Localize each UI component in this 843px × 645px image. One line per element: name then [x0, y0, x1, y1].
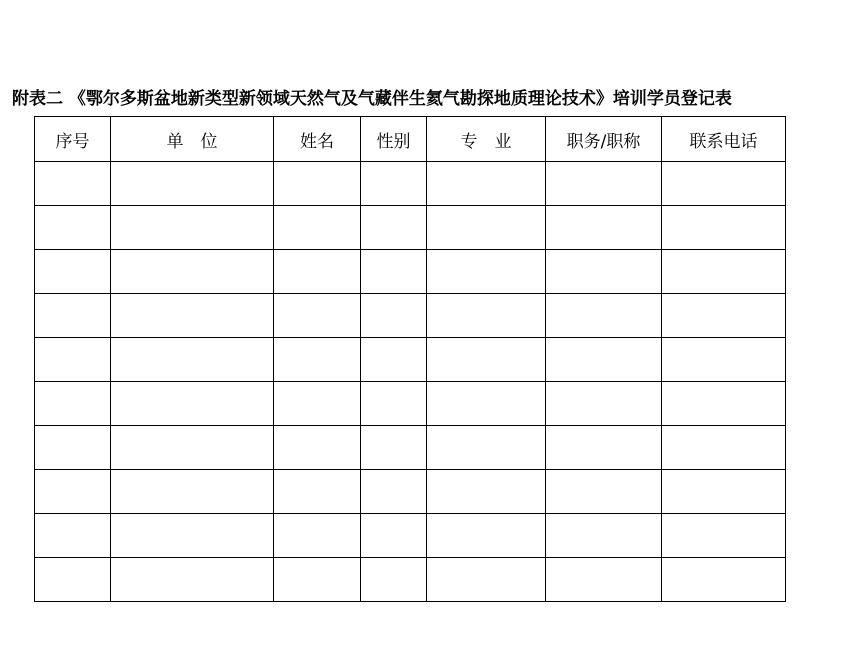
- cell-serial-number[interactable]: [35, 514, 111, 558]
- cell-major[interactable]: [427, 470, 546, 514]
- table-body: [35, 162, 786, 602]
- cell-position-title[interactable]: [546, 558, 662, 602]
- cell-phone[interactable]: [662, 250, 786, 294]
- cell-position-title[interactable]: [546, 250, 662, 294]
- cell-phone[interactable]: [662, 382, 786, 426]
- table-row: [35, 162, 786, 206]
- cell-name[interactable]: [274, 558, 361, 602]
- cell-gender[interactable]: [361, 558, 427, 602]
- cell-organization[interactable]: [111, 558, 274, 602]
- cell-name[interactable]: [274, 514, 361, 558]
- cell-phone[interactable]: [662, 162, 786, 206]
- cell-gender[interactable]: [361, 338, 427, 382]
- table-row: [35, 338, 786, 382]
- cell-serial-number[interactable]: [35, 382, 111, 426]
- cell-organization[interactable]: [111, 250, 274, 294]
- table-row: [35, 514, 786, 558]
- cell-organization[interactable]: [111, 162, 274, 206]
- cell-name[interactable]: [274, 382, 361, 426]
- cell-major[interactable]: [427, 338, 546, 382]
- cell-serial-number[interactable]: [35, 294, 111, 338]
- cell-major[interactable]: [427, 294, 546, 338]
- table-row: [35, 470, 786, 514]
- table-row: [35, 426, 786, 470]
- registration-table: [34, 116, 786, 602]
- cell-organization[interactable]: [111, 294, 274, 338]
- cell-name[interactable]: [274, 294, 361, 338]
- cell-organization[interactable]: [111, 382, 274, 426]
- cell-serial-number[interactable]: [35, 558, 111, 602]
- table-row: [35, 382, 786, 426]
- cell-name[interactable]: [274, 162, 361, 206]
- cell-position-title[interactable]: [546, 470, 662, 514]
- cell-position-title[interactable]: [546, 382, 662, 426]
- header-organization: 单 位: [111, 117, 274, 162]
- cell-gender[interactable]: [361, 250, 427, 294]
- header-serial-number: 序号: [35, 117, 111, 162]
- cell-name[interactable]: [274, 338, 361, 382]
- cell-serial-number[interactable]: [35, 338, 111, 382]
- header-name: 姓名: [274, 117, 361, 162]
- header-position-title: 职务/职称: [546, 117, 662, 162]
- cell-phone[interactable]: [662, 558, 786, 602]
- cell-position-title[interactable]: [546, 338, 662, 382]
- header-phone: 联系电话: [662, 117, 786, 162]
- cell-major[interactable]: [427, 162, 546, 206]
- cell-position-title[interactable]: [546, 162, 662, 206]
- cell-gender[interactable]: [361, 206, 427, 250]
- cell-organization[interactable]: [111, 206, 274, 250]
- table-row: [35, 206, 786, 250]
- cell-name[interactable]: [274, 426, 361, 470]
- cell-position-title[interactable]: [546, 294, 662, 338]
- cell-serial-number[interactable]: [35, 470, 111, 514]
- cell-organization[interactable]: [111, 470, 274, 514]
- cell-major[interactable]: [427, 426, 546, 470]
- cell-major[interactable]: [427, 514, 546, 558]
- cell-major[interactable]: [427, 382, 546, 426]
- cell-position-title[interactable]: [546, 514, 662, 558]
- table-row: [35, 294, 786, 338]
- cell-serial-number[interactable]: [35, 250, 111, 294]
- cell-serial-number[interactable]: [35, 426, 111, 470]
- cell-serial-number[interactable]: [35, 162, 111, 206]
- cell-phone[interactable]: [662, 426, 786, 470]
- table-row: [35, 250, 786, 294]
- cell-major[interactable]: [427, 558, 546, 602]
- cell-gender[interactable]: [361, 426, 427, 470]
- document-title: 附表二 《鄂尔多斯盆地新类型新领域天然气及气藏伴生氦气勘探地质理论技术》培训学员登记表: [12, 89, 732, 109]
- cell-gender[interactable]: [361, 382, 427, 426]
- cell-organization[interactable]: [111, 338, 274, 382]
- cell-major[interactable]: [427, 250, 546, 294]
- cell-gender[interactable]: [361, 514, 427, 558]
- cell-name[interactable]: [274, 206, 361, 250]
- header-gender: 性别: [361, 117, 427, 162]
- cell-name[interactable]: [274, 470, 361, 514]
- cell-phone[interactable]: [662, 338, 786, 382]
- cell-gender[interactable]: [361, 162, 427, 206]
- header-major: 专 业: [427, 117, 546, 162]
- cell-gender[interactable]: [361, 470, 427, 514]
- header-row: [35, 117, 786, 162]
- table-row: [35, 558, 786, 602]
- cell-gender[interactable]: [361, 294, 427, 338]
- cell-position-title[interactable]: [546, 426, 662, 470]
- cell-phone[interactable]: [662, 514, 786, 558]
- cell-organization[interactable]: [111, 426, 274, 470]
- cell-name[interactable]: [274, 250, 361, 294]
- cell-phone[interactable]: [662, 294, 786, 338]
- cell-position-title[interactable]: [546, 206, 662, 250]
- cell-serial-number[interactable]: [35, 206, 111, 250]
- cell-phone[interactable]: [662, 206, 786, 250]
- cell-organization[interactable]: [111, 514, 274, 558]
- cell-phone[interactable]: [662, 470, 786, 514]
- cell-major[interactable]: [427, 206, 546, 250]
